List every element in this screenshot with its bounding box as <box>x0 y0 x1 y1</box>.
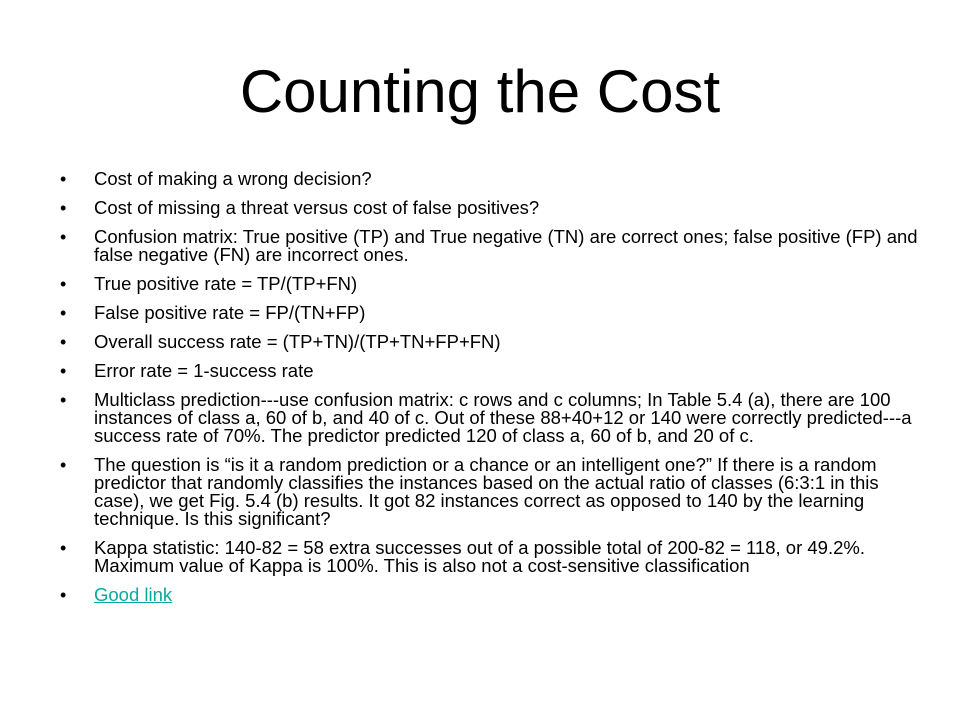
bullet-dot-icon: • <box>60 169 67 189</box>
bullet-item <box>60 275 920 293</box>
bullet-dot-icon: • <box>60 198 67 218</box>
bullet-dot-icon: • <box>60 585 67 605</box>
bullet-text: False positive rate = FP/(TN+FP) <box>94 302 366 323</box>
bullet-dot-icon: • <box>60 538 67 558</box>
bullet-dot-icon: • <box>60 227 67 247</box>
bullet-item <box>60 170 920 188</box>
bullet-text: Cost of making a wrong decision? <box>94 168 372 189</box>
bullet-text: Multiclass prediction---use confusion matrix: c rows and c columns; In Table 5.4 (a), there are 100 instances of class a, 60 of b, and 40 of c. Out of these 88+40+12 or 140 were correctly predicted---a success rate of 70%. The predictor predicted 120 of class a, 60 of b, and 20 of c. <box>94 389 912 446</box>
bullet-item <box>60 199 920 217</box>
bullet-item <box>60 539 920 575</box>
good-link[interactable]: Good link <box>94 584 173 605</box>
bullet-text: Kappa statistic: 140-82 = 58 extra successes out of a possible total of 200-82 = 118, or 49.2%. Maximum value of Kappa is 100%. This is also not a cost-sensitive classification <box>94 537 865 576</box>
bullet-item-link <box>60 586 920 604</box>
bullet-text: The question is “is it a random prediction or a chance or an intelligent one?” If there is a random predictor that randomly classifies the instances based on the actual ratio of classes (6:3:1 in this case), we get Fig. 5.4 (b) results. It got 82 instances correct as opposed to 140 by the learning technique. Is this significant? <box>94 454 879 529</box>
bullet-dot-icon: • <box>60 361 67 381</box>
slide-title: Counting the Cost <box>239 58 721 125</box>
bullet-item <box>60 362 920 380</box>
bullet-item <box>60 333 920 351</box>
bullet-item <box>60 391 920 445</box>
bullet-dot-icon: • <box>60 303 67 323</box>
bullet-dot-icon: • <box>60 274 67 294</box>
bullet-text: Overall success rate = (TP+TN)/(TP+TN+FP+FN) <box>94 331 501 352</box>
bullet-dot-icon: • <box>60 455 67 475</box>
bullet-list <box>60 170 920 615</box>
bullet-dot-icon: • <box>60 390 67 410</box>
bullet-item <box>60 304 920 322</box>
bullet-text: Cost of missing a threat versus cost of false positives? <box>94 197 540 218</box>
bullet-item <box>60 456 920 528</box>
bullet-text: Error rate = 1-success rate <box>94 360 314 381</box>
bullet-dot-icon: • <box>60 332 67 352</box>
bullet-text: True positive rate = TP/(TP+FN) <box>94 273 358 294</box>
bullet-item <box>60 228 920 264</box>
bullet-text: Confusion matrix: True positive (TP) and True negative (TN) are correct ones; false positive (FP) and false negative (FN) are incorrect ones. <box>94 226 918 265</box>
